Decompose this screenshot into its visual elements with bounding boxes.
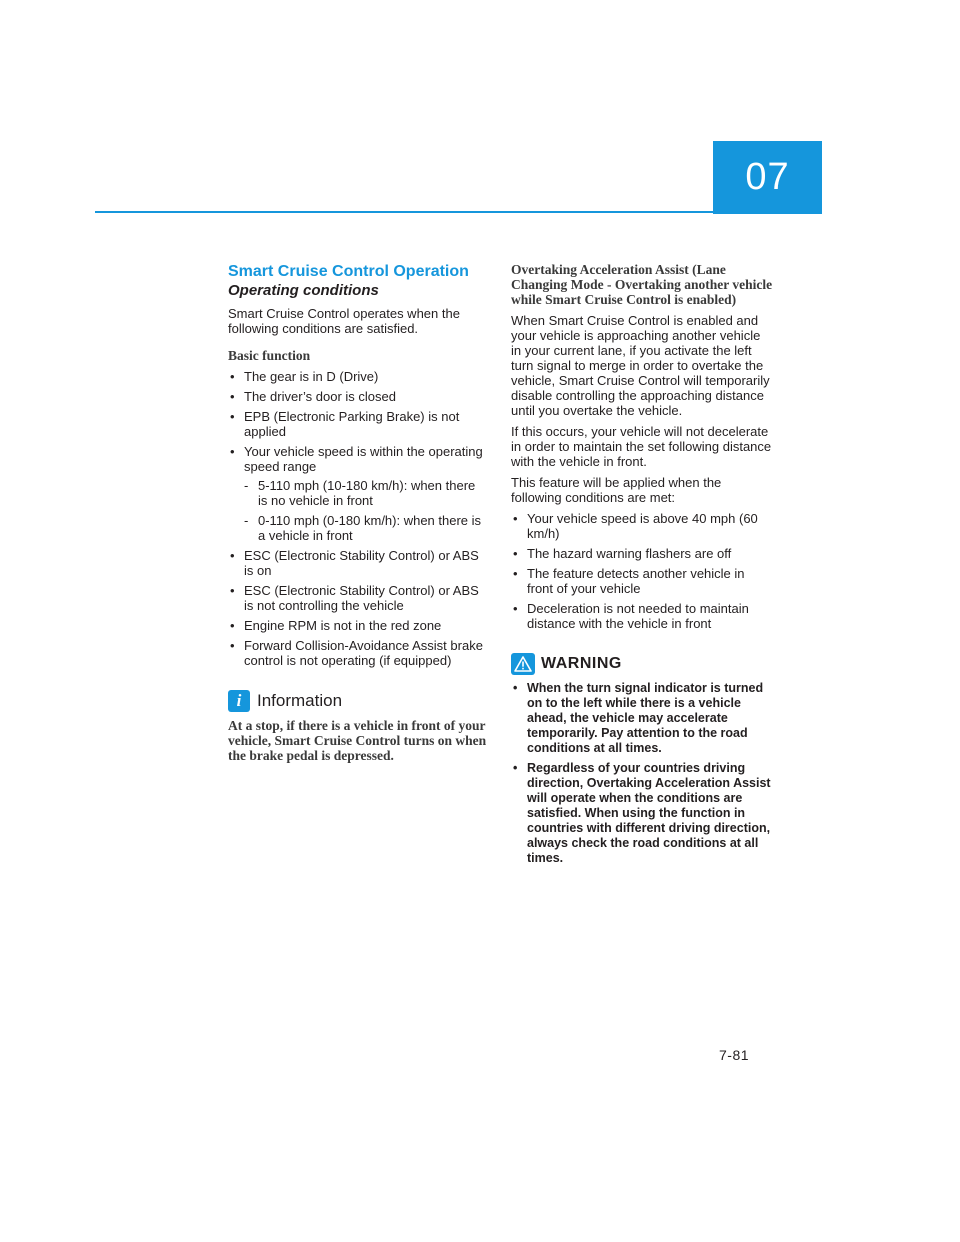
list-item: [228, 444, 488, 543]
list-item: • ESC (Electronic Stability Control) or ABS is on: [228, 548, 488, 578]
paragraph: This feature will be applied when the following conditions are met:: [511, 475, 722, 505]
list-item-text: Your vehicle speed is within the operating speed range: [244, 444, 483, 474]
overtaking-heading: Overtaking Acceleration Assist (Lane Changing Mode - Overtaking another vehicle while Smart Cruise Control is enabled): [511, 262, 773, 307]
sub-list-item: - 0-110 mph (0-180 km/h): when there is a vehicle in front: [244, 513, 488, 543]
sub-list-item: - 5-110 mph (10-180 km/h): when there is no vehicle in front: [244, 478, 488, 508]
left-column: [228, 262, 488, 763]
paragraph: If this occurs, your vehicle will not decelerate in order to maintain the set following distance with the vehicle in front.: [511, 424, 772, 469]
list-item: • Your vehicle speed is above 40 mph (60 km/h): [511, 511, 773, 541]
warning-triangle-icon: [511, 653, 535, 675]
right-column: [511, 262, 773, 871]
list-item: • The feature detects another vehicle in front of your vehicle: [511, 566, 773, 596]
warning-header: [511, 653, 773, 675]
list-item: • The hazard warning flashers are off: [511, 546, 773, 561]
chapter-number: 07: [745, 156, 790, 198]
speed-range-list: [244, 478, 488, 543]
information-title: Information: [257, 691, 343, 710]
list-item: • Forward Collision-Avoidance Assist brake control is not operating (if equipped): [228, 638, 488, 668]
list-item: • Engine RPM is not in the red zone: [228, 618, 488, 633]
warning-title: WARNING: [541, 655, 622, 672]
page-number: 7-81: [719, 1047, 750, 1063]
list-item: • EPB (Electronic Parking Brake) is not applied: [228, 409, 488, 439]
feature-conditions-list: [511, 511, 773, 631]
paragraph: When Smart Cruise Control is enabled and your vehicle is approaching another vehicle in your current lane, if you activate the left turn signal to merge in order to overtake the vehicle, Smart Cruise Control will temporarily disable controlling the approaching distance until you overtake the vehicle.: [511, 313, 770, 418]
list-item: • The gear is in D (Drive): [228, 369, 488, 384]
header-rule: [95, 211, 713, 213]
intro-paragraph: Smart Cruise Control operates when the following conditions are satisfied.: [228, 306, 460, 336]
information-text: At a stop, if there is a vehicle in front of your vehicle, Smart Cruise Control turns on when the brake pedal is depressed.: [228, 718, 487, 763]
chapter-tab: [713, 141, 822, 214]
list-item: • Deceleration is not needed to maintain distance with the vehicle in front: [511, 601, 773, 631]
info-icon: i: [228, 690, 250, 712]
information-header: [228, 690, 488, 712]
basic-function-heading: Basic function: [228, 348, 311, 363]
section-title: Smart Cruise Control Operation: [228, 263, 469, 280]
list-item: • ESC (Electronic Stability Control) or ABS is not controlling the vehicle: [228, 583, 488, 613]
warning-list: [511, 681, 773, 866]
subsection-title: Operating conditions: [228, 282, 379, 299]
operating-conditions-list: [228, 369, 488, 668]
list-item: • The driver’s door is closed: [228, 389, 488, 404]
warning-item: • When the turn signal indicator is turned on to the left while there is a vehicle ahead, the vehicle may accelerate temporarily. Pay attention to the road conditions at all times.: [511, 681, 773, 756]
warning-item: • Regardless of your countries driving direction, Overtaking Acceleration Assist will operate when the conditions are satisfied. When using the function in countries with different driving direction, always check the road conditions at all times.: [511, 761, 773, 866]
